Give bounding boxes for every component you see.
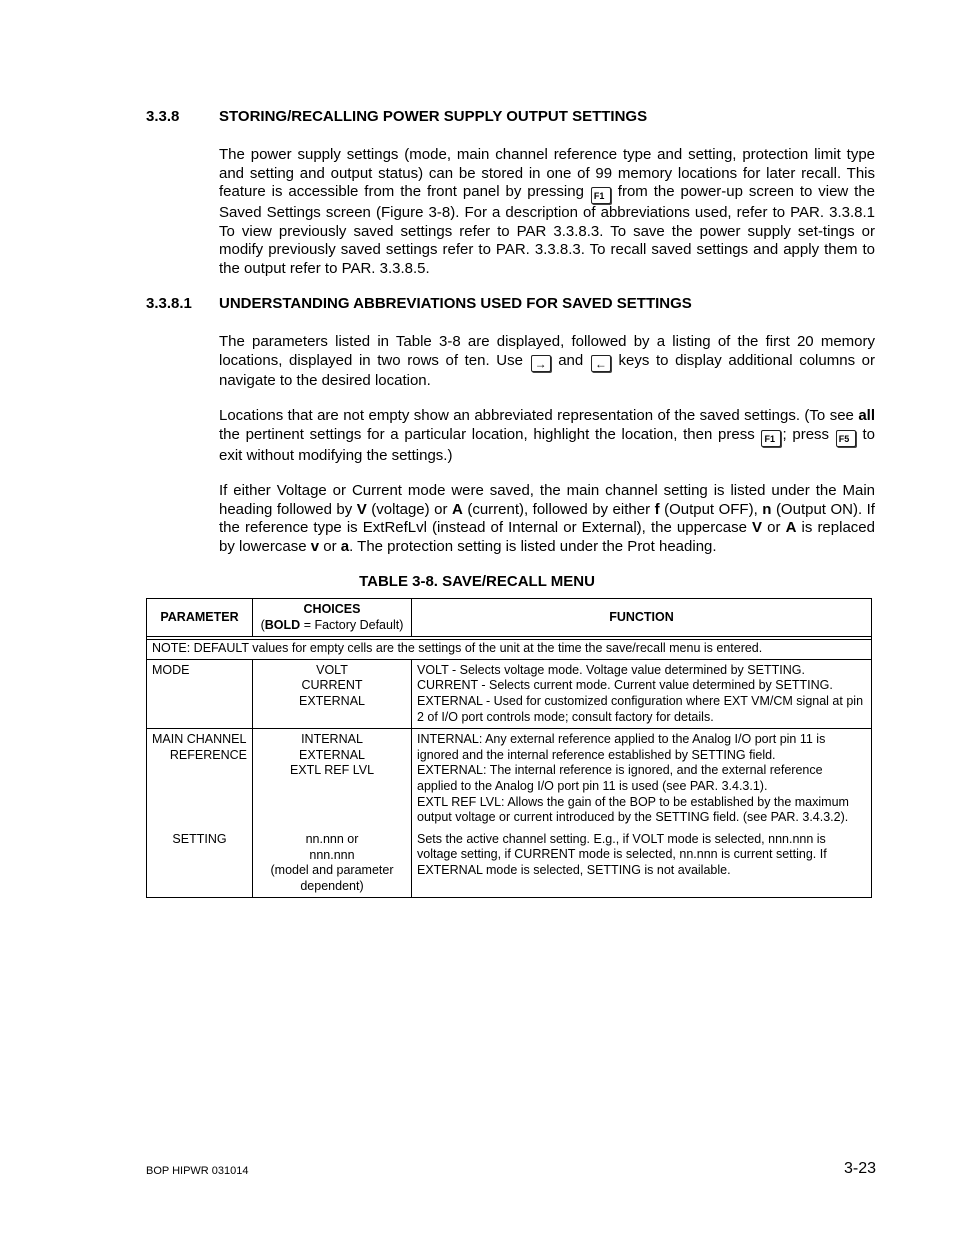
right-arrow-key-icon: → — [531, 355, 551, 372]
table-header-row — [147, 599, 872, 637]
header-function: FUNCTION — [412, 599, 872, 637]
section-3-3-8-1-paragraph-1: The parameters listed in Table 3-8 are displayed, followed by a listing of the first 20 memory locations, displayed in two rows of ten. Use → and ← keys to display additional columns or navigate to the desired location. — [219, 333, 876, 389]
table-note-row — [147, 640, 872, 660]
choices-cell: VOLT CURRENT EXTERNAL — [253, 659, 412, 728]
table-title: TABLE 3-8. SAVE/RECALL MENU — [359, 573, 595, 590]
section-heading-3-3-8-1 — [146, 295, 876, 315]
header-choices: CHOICES (BOLD = Factory Default) — [253, 599, 412, 637]
header-parameter: PARAMETER — [147, 599, 253, 637]
table-note: NOTE: DEFAULT values for empty cells are the settings of the unit at the time the save/recall menu is entered. — [147, 640, 872, 660]
function-cell: INTERNAL: Any external reference applied to the Analog I/O port pin 11 is ignored and the internal reference established by SETTING field. EXTERNAL: The internal reference is ignored, and the external reference applied to the Analog I/O port pin 11 is used (see PAR. 3.4.3.1). EXTL REF LVL: Allows the gain of the BOP to be established by the maximum output voltage or current introduced by the SETTING field. (see PAR. 3.4.3.2). Sets the active channel setting. E.g., if VOLT mode is selected, nnn.nnn is voltage setting, if CURRENT mode is selected, nn.nnn is current setting. If EXTERNAL mode is selected, SETTING is not available. — [412, 729, 872, 898]
f1-key-icon: F1 — [591, 187, 611, 204]
f1-key-icon: F1 — [761, 430, 781, 447]
section-number: 3.3.8 — [146, 108, 180, 125]
f5-key-icon: F5 — [836, 430, 856, 447]
section-3-3-8-1-paragraph-2: Locations that are not empty show an abbreviated representation of the saved settings. (To see all the pertinent settings for a particular location, highlight the location, then press F1 ; press F5 to exit without modifying the settings.) — [219, 407, 876, 464]
section-heading-3-3-8 — [146, 108, 876, 128]
choices-cell: INTERNAL EXTERNAL EXTL REF LVL nn.nnn or nnn.nnn (model and parameter dependent) — [253, 729, 412, 898]
section-3-3-8-paragraph: The power supply settings (mode, main channel reference type and setting, protection limit type and setting and output status) can be stored in one of 99 memory locations for later recall. This feature is accessible from the front panel by pressing F1 from the power-up screen to view the Saved Settings screen (Figure 3-8). For a description of abbreviations used, refer to PAR. 3.3.8.1 To view previously saved settings refer to PAR 3.3.8.3. To save the power supply set-tings or modify previously saved settings refer to PAR. 3.3.8.3. To recall saved settings and apply them to the output refer to PAR. 3.3.8.5. — [219, 146, 876, 277]
table-row — [147, 729, 872, 898]
footer-page-number: 3-23 — [843, 1160, 876, 1177]
section-title: STORING/RECALLING POWER SUPPLY OUTPUT SETTINGS — [219, 108, 648, 125]
section-number: 3.3.8.1 — [146, 295, 192, 312]
table-row — [147, 659, 872, 728]
param-cell: MAIN CHANNEL REFERENCE SETTING — [147, 729, 253, 898]
left-arrow-key-icon: ← — [591, 355, 611, 372]
section-3-3-8-1-paragraph-3: If either Voltage or Current mode were saved, the main channel setting is listed under the Main heading followed by V (voltage) or A (current), followed by either f (Output OFF), n (Output ON). If the reference type is ExtRefLvl (instead of Internal or External), the uppercase V or A is replaced by lowercase v or a. The protection setting is listed under the Prot heading. — [219, 482, 875, 555]
function-cell: VOLT - Selects voltage mode. Voltage value determined by SETTING. CURRENT - Selects current mode. Current value determined by SETTING. EXTERNAL - Used for customized configuration where EXT VM/CM signal at pin 2 of I/O port controls mode; consult factory for details. — [412, 659, 872, 728]
param-cell: MODE — [147, 659, 253, 728]
section-title: UNDERSTANDING ABBREVIATIONS USED FOR SAVED SETTINGS — [219, 295, 692, 312]
footer-document-id: BOP HIPWR 031014 — [146, 1165, 249, 1177]
save-recall-table — [146, 598, 872, 898]
